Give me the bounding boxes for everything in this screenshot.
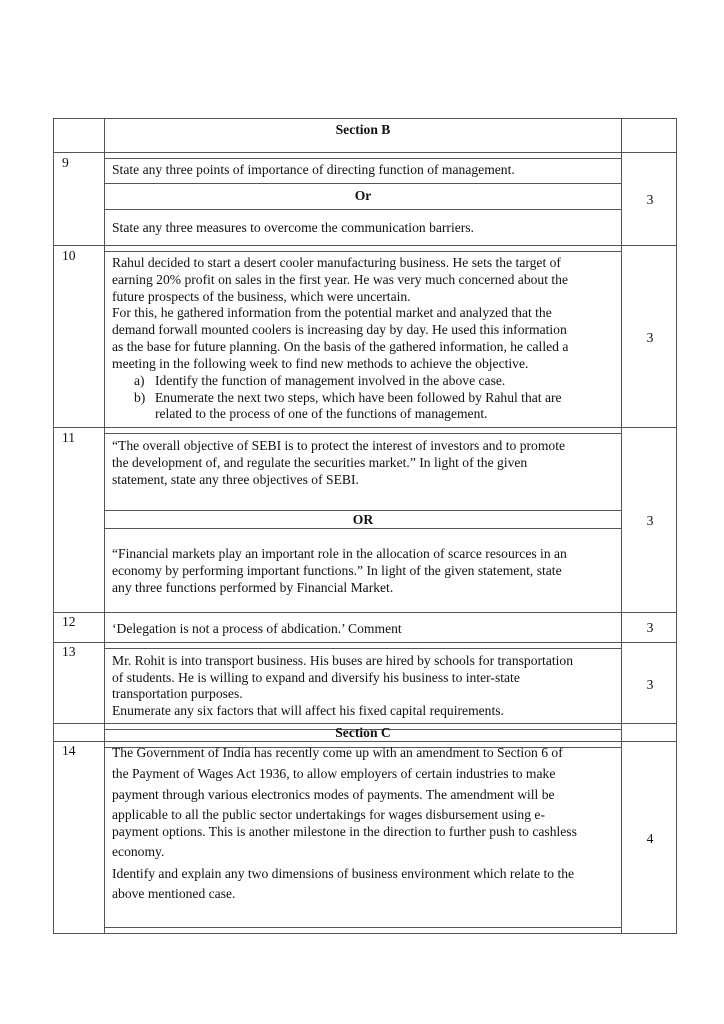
inner-line xyxy=(104,528,622,529)
row-separator xyxy=(53,741,677,742)
marks: 3 xyxy=(646,620,654,635)
marks: 4 xyxy=(646,831,654,846)
question-alt-line: “Financial markets play an important role in the allocation of scarce resources in an xyxy=(112,546,567,561)
question-number: 14 xyxy=(62,743,76,758)
marks: 3 xyxy=(646,677,654,692)
question-line: “The overall objective of SEBI is to protect the interest of investors and to promote xyxy=(112,438,566,453)
subpart-text: Identify the function of management involved in the above case. xyxy=(155,373,506,388)
question-number: 9 xyxy=(62,155,69,170)
question-line: Enumerate any six factors that will affect his fixed capital requirements. xyxy=(112,703,504,718)
question-line: the Payment of Wages Act 1936, to allow employers of certain industries to make xyxy=(112,766,556,781)
question-number: 13 xyxy=(62,644,76,659)
question-line: Mr. Rohit is into transport business. His buses are hired by schools for transportation xyxy=(112,653,574,668)
question-line: Rahul decided to start a desert cooler manufacturing business. He sets the target of xyxy=(112,255,561,270)
question-line: future prospects of the business, which were uncertain. xyxy=(112,289,411,304)
subpart-text: Enumerate the next two steps, which have been followed by Rahul that are xyxy=(155,390,562,405)
question-number: 10 xyxy=(62,248,76,263)
row-separator xyxy=(53,612,677,613)
subpart-label: b) xyxy=(134,390,146,405)
marks: 3 xyxy=(646,330,654,345)
question-line: demand forwall mounted coolers is increasing day by day. He used this information xyxy=(112,322,567,337)
row-separator xyxy=(53,642,677,643)
marks: 3 xyxy=(646,513,654,528)
row-separator xyxy=(53,427,677,428)
table-border-top xyxy=(53,118,677,119)
question-line: For this, he gathered information from the potential market and analyzed that the xyxy=(112,305,552,320)
inner-line xyxy=(104,251,622,252)
question-line: economy. xyxy=(112,844,165,859)
or-label: Or xyxy=(354,188,372,203)
or-label: OR xyxy=(352,512,374,527)
question-line: The Government of India has recently come up with an amendment to Section 6 of xyxy=(112,745,563,760)
question-number: 12 xyxy=(62,614,76,629)
question-line: payment options. This is another milestone in the direction to further push to cashless xyxy=(112,824,577,839)
row-separator xyxy=(53,245,677,246)
inner-line xyxy=(104,648,622,649)
question-line: above mentioned case. xyxy=(112,886,236,901)
subpart-label: a) xyxy=(134,373,145,388)
question-line: applicable to all the public sector undertakings for wages disbursement using e- xyxy=(112,807,545,822)
inner-line xyxy=(104,209,622,210)
question-text: ‘Delegation is not a process of abdication.’ Comment xyxy=(112,621,402,636)
question-alt-line: any three functions performed by Financial Market. xyxy=(112,580,394,595)
question-line: earning 20% profit on sales in the first year. He was very much concerned about the xyxy=(112,272,568,287)
question-line: the development of, and regulate the securities market.” In light of the given xyxy=(112,455,528,470)
question-line: meeting in the following week to find new methods to achieve the objective. xyxy=(112,356,529,371)
question-number: 11 xyxy=(62,430,76,445)
subpart-text: related to the process of one of the functions of management. xyxy=(155,406,488,421)
inner-line xyxy=(104,433,622,434)
question-line: transportation purposes. xyxy=(112,686,243,701)
question-line: as the base for future planning. On the basis of the gathered information, he called a xyxy=(112,339,569,354)
question-alt-text: State any three measures to overcome the communication barriers. xyxy=(112,220,474,235)
question-line: Identify and explain any two dimensions of business environment which relate to the xyxy=(112,866,575,881)
question-line: payment through various electronics modes of payments. The amendment will be xyxy=(112,787,555,802)
table-border-bottom xyxy=(53,933,677,934)
section-b-heading: Section B xyxy=(335,122,391,137)
question-alt-line: economy by performing important functions.” In light of the given statement, state xyxy=(112,563,562,578)
section-c-heading: Section C xyxy=(335,725,391,740)
marks: 3 xyxy=(646,192,654,207)
inner-line xyxy=(104,927,622,928)
inner-line xyxy=(104,158,622,159)
table-border-left xyxy=(53,118,54,934)
inner-line xyxy=(104,183,622,184)
question-line: statement, state any three objectives of SEBI. xyxy=(112,472,359,487)
question-text: State any three points of importance of directing function of management. xyxy=(112,162,515,177)
row-separator xyxy=(53,152,677,153)
question-line: of students. He is willing to expand and diversify his business to inter-state xyxy=(112,670,520,685)
